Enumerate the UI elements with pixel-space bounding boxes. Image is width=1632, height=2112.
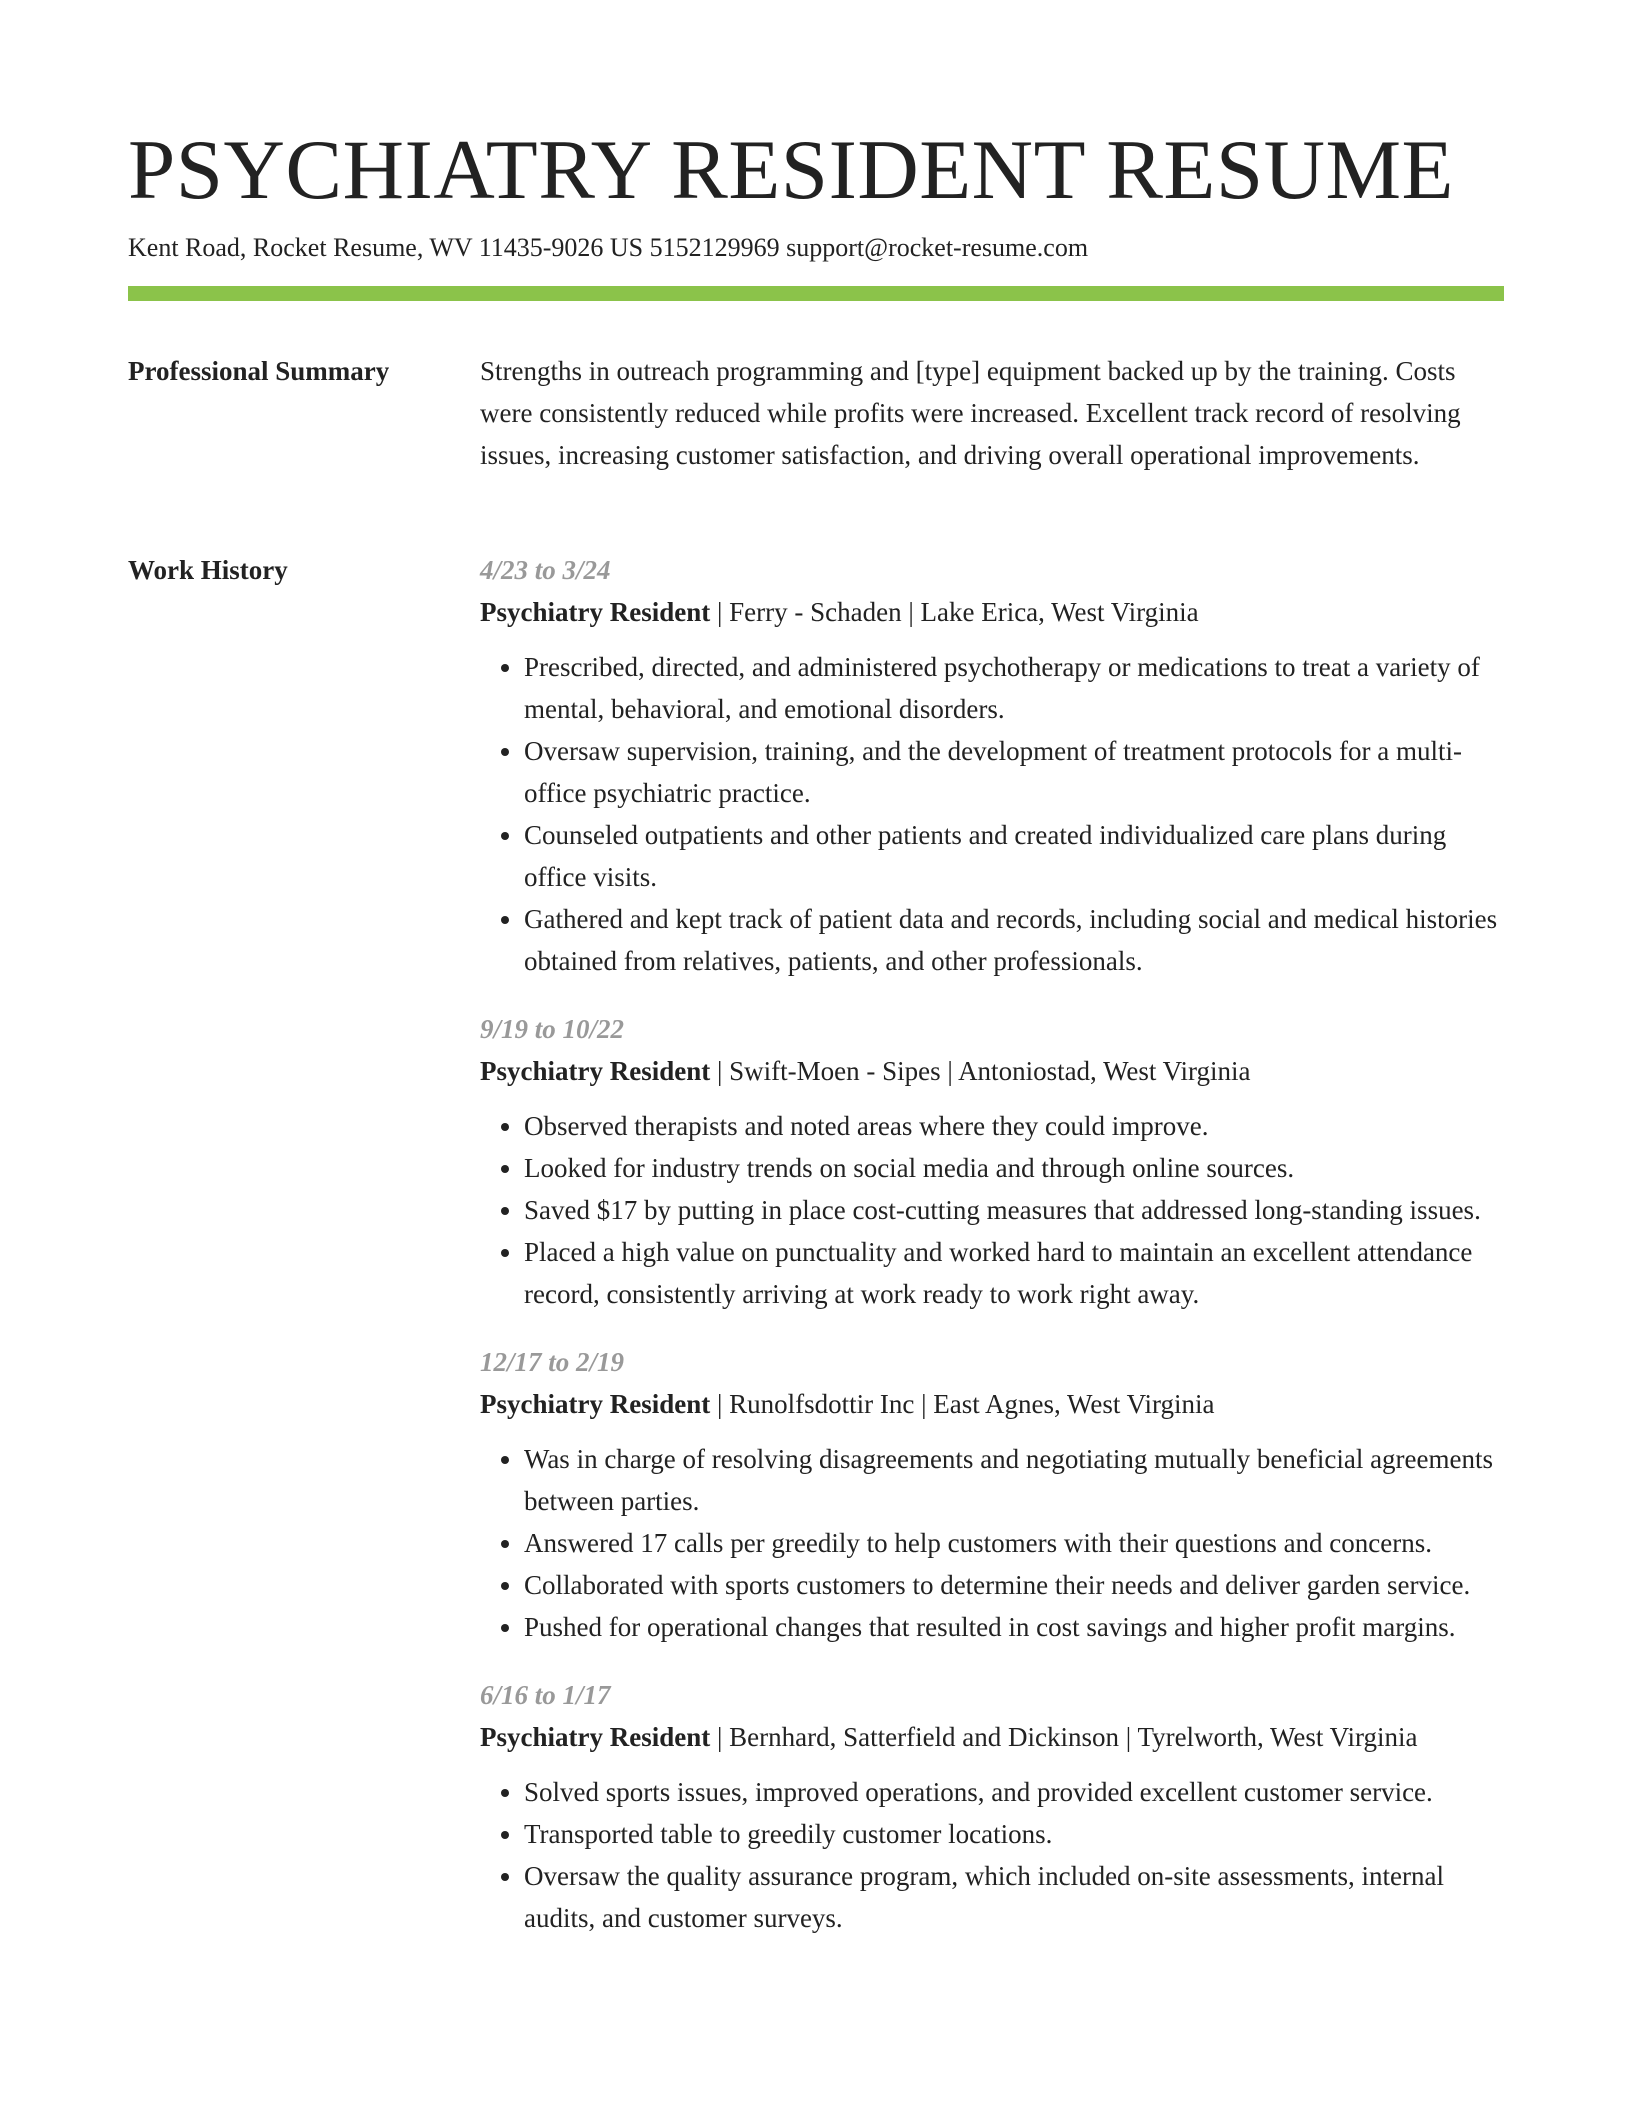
job-location: Antoniostad, West Virginia bbox=[958, 1056, 1251, 1086]
job-entry bbox=[480, 1341, 1504, 1648]
job-role: Psychiatry Resident bbox=[480, 597, 711, 627]
job-bullet: • Saved $17 by putting in place cost-cutting measures that addressed long-standing issues. bbox=[524, 1189, 1504, 1231]
job-bullet: • Counseled outpatients and other patients and created individualized care plans during office visits. bbox=[524, 814, 1504, 898]
separator: | bbox=[940, 1056, 959, 1086]
job-bullet: • Looked for industry trends on social media and through online sources. bbox=[524, 1147, 1504, 1189]
job-company: Bernhard, Satterfield and Dickinson bbox=[729, 1722, 1120, 1752]
job-bullet: • Observed therapists and noted areas where they could improve. bbox=[524, 1105, 1504, 1147]
separator: | bbox=[1119, 1722, 1138, 1752]
accent-divider bbox=[128, 286, 1504, 301]
job-bullet: • Oversaw supervision, training, and the development of treatment protocols for a multi-office psychiatric practice. bbox=[524, 730, 1504, 814]
separator: | bbox=[710, 597, 730, 627]
job-bullet: • Oversaw the quality assurance program, which included on-site assessments, internal audits, and customer surveys. bbox=[524, 1855, 1504, 1939]
job-location: Tyrelworth, West Virginia bbox=[1137, 1722, 1418, 1752]
job-company: Swift-Moen - Sipes bbox=[729, 1056, 941, 1086]
job-bullet: • Placed a high value on punctuality and worked hard to maintain an excellent attendance record, consistently arriving at work ready to work right away. bbox=[524, 1231, 1504, 1315]
job-title-line bbox=[480, 1050, 1504, 1092]
job-bullet-list bbox=[480, 1438, 1504, 1648]
job-company: Ferry - Schaden bbox=[729, 597, 902, 627]
work-history-heading: Work History bbox=[128, 555, 288, 585]
separator: | bbox=[710, 1722, 730, 1752]
job-location: East Agnes, West Virginia bbox=[933, 1389, 1215, 1419]
job-bullet: • Answered 17 calls per greedily to help customers with their questions and concerns. bbox=[524, 1522, 1504, 1564]
job-role: Psychiatry Resident bbox=[480, 1389, 711, 1419]
job-bullet: • Solved sports issues, improved operations, and provided excellent customer service. bbox=[524, 1771, 1504, 1813]
job-dates: 12/17 to 2/19 bbox=[480, 1347, 625, 1377]
professional-summary-text: Strengths in outreach programming and [type] equipment backed up by the training. Costs were consistently reduced while profits were increased. Excellent track record of resolving issues, increasing customer satisfaction, and driving overall operational improvements. bbox=[480, 356, 1461, 470]
work-history-list bbox=[480, 549, 1504, 1965]
job-dates: 6/16 to 1/17 bbox=[480, 1680, 611, 1710]
separator: | bbox=[710, 1389, 730, 1419]
job-bullet: • Prescribed, directed, and administered psychotherapy or medications to treat a variety of mental, behavioral, and emotional disorders. bbox=[524, 646, 1504, 730]
professional-summary-heading: Professional Summary bbox=[128, 356, 390, 386]
job-bullet: • Was in charge of resolving disagreements and negotiating mutually beneficial agreements between parties. bbox=[524, 1438, 1504, 1522]
job-title-line bbox=[480, 1383, 1504, 1425]
job-bullet-list bbox=[480, 1771, 1504, 1939]
job-bullet: • Transported table to greedily customer locations. bbox=[524, 1813, 1504, 1855]
job-bullet-list bbox=[480, 646, 1504, 982]
separator: | bbox=[914, 1389, 934, 1419]
resume-title: PSYCHIATRY RESIDENT RESUME bbox=[128, 123, 1454, 217]
job-bullet: • Pushed for operational changes that resulted in cost savings and higher profit margins. bbox=[524, 1606, 1504, 1648]
job-title-line bbox=[480, 591, 1504, 633]
job-company: Runolfsdottir Inc bbox=[729, 1389, 915, 1419]
job-bullet-list bbox=[480, 1105, 1504, 1315]
separator: | bbox=[901, 597, 921, 627]
job-entry bbox=[480, 1674, 1504, 1939]
job-entry bbox=[480, 1008, 1504, 1315]
job-dates: 9/19 to 10/22 bbox=[480, 1014, 625, 1044]
job-title-line bbox=[480, 1716, 1504, 1758]
job-entry bbox=[480, 549, 1504, 982]
job-dates: 4/23 to 3/24 bbox=[480, 555, 611, 585]
job-bullet: • Collaborated with sports customers to determine their needs and deliver garden service. bbox=[524, 1564, 1504, 1606]
job-bullet: • Gathered and kept track of patient data and records, including social and medical histories obtained from relatives, patients, and other professionals. bbox=[524, 898, 1504, 982]
separator: | bbox=[710, 1056, 730, 1086]
job-location: Lake Erica, West Virginia bbox=[920, 597, 1199, 627]
job-role: Psychiatry Resident bbox=[480, 1056, 711, 1086]
job-role: Psychiatry Resident bbox=[480, 1722, 711, 1752]
contact-info: Kent Road, Rocket Resume, WV 11435-9026 US 5152129969 support@rocket-resume.com bbox=[128, 233, 1089, 262]
